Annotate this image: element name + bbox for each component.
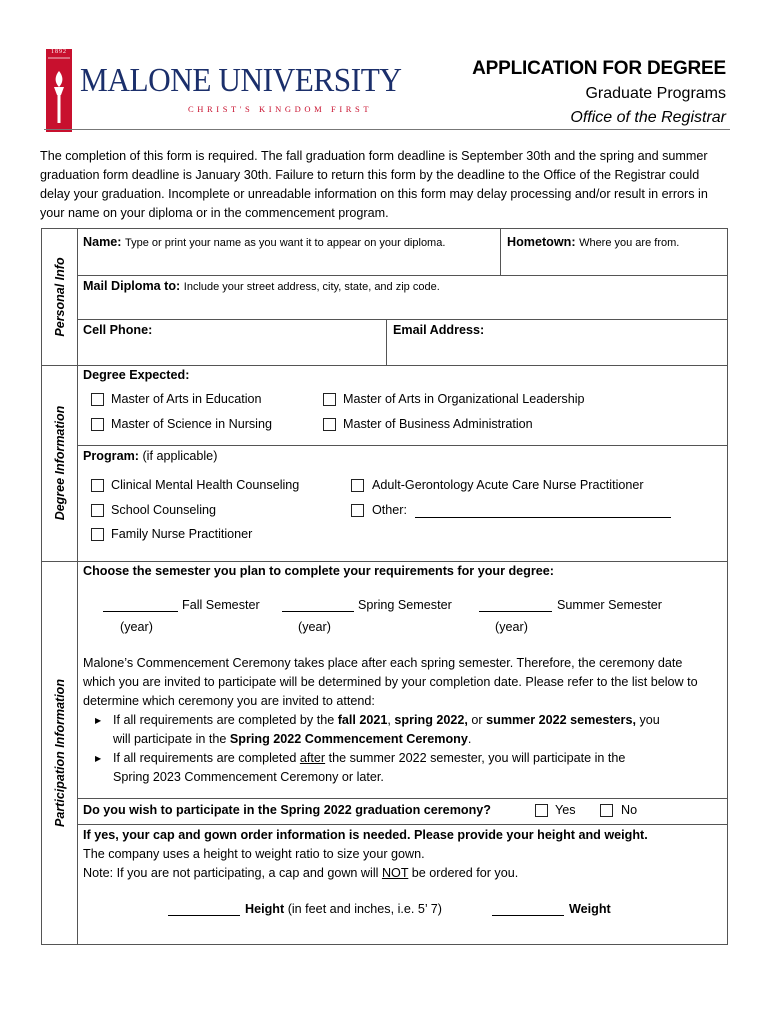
commencement-paragraph: Malone’s Commencement Ceremony takes place after each spring semester. Therefore, the ceremony date which you are invited to participate will be determined by your completion date. Please refer to the list below to determine which ceremony you are invited to attend: [83,656,698,708]
spring-year-label: (year) [298,620,331,634]
degree-checkbox-org-leadership[interactable] [323,393,336,406]
cap-gown-title: If yes, your cap and gown order information is needed. Please provide your height and weight. [83,828,648,842]
program-option-clinical: Clinical Mental Health Counseling [111,478,300,492]
office-name: Office of the Registrar [570,109,726,126]
side-divider [77,229,78,944]
spring-semester-label: Spring Semester [358,598,452,612]
fall-semester-label: Fall Semester [182,598,260,612]
ceremony-yes-label: Yes [555,803,576,817]
hometown-field[interactable]: Hometown: Where you are from. [507,235,680,249]
page-title: APPLICATION FOR DEGREE [472,58,726,79]
bullet-2: If all requirements are completed after the summer 2022 semester, you will participate in the Spring 2023 Commencement Ceremony or later. [113,751,626,784]
page-subtitle: Graduate Programs [585,85,726,102]
section-personal: Personal Info [52,257,67,337]
ceremony-question: Do you wish to participate in the Spring 2022 graduation ceremony? [83,803,491,817]
mail-diploma-field[interactable]: Mail Diploma to: Include your street address, city, state, and zip code. [83,279,440,293]
degree-option-nursing: Master of Science in Nursing [111,417,272,431]
logo-year: 1892 [51,49,67,55]
email-field[interactable]: Email Address: [393,323,485,337]
summer-year-input[interactable] [479,611,552,612]
semester-label: Choose the semester you plan to complete your requirements for your degree: [83,564,554,578]
degree-option-business: Master of Business Administration [343,417,533,431]
program-option-school: School Counseling [111,503,217,517]
program-label: Program: (if applicable) [83,449,218,463]
summer-year-label: (year) [495,620,528,634]
logo-tagline: CHRIST'S KINGDOM FIRST [188,104,373,114]
ceremony-no-checkbox[interactable] [600,804,613,817]
program-checkbox-school[interactable] [91,504,104,517]
ceremony-no-label: No [621,803,638,817]
bullet-arrow-icon: ▶ [95,754,102,763]
bullet-1: If all requirements are completed by the fall 2021, spring 2022, or summer 2022 semesters, you will participate in the Spring 2022 Commencement Ceremony. [113,713,660,746]
degree-checkbox-education[interactable] [91,393,104,406]
degree-expected-label: Degree Expected: [83,368,190,382]
cell-phone-field[interactable]: Cell Phone: [83,323,153,337]
spring-year-input[interactable] [282,611,354,612]
program-other-input[interactable] [415,517,671,518]
summer-semester-label: Summer Semester [557,598,662,612]
program-option-fnp: Family Nurse Practitioner [111,527,253,541]
cap-gown-note: Note: If you are not participating, a cap and gown will NOT be ordered for you. [83,866,519,880]
section-participation: Participation Information [52,678,67,827]
intro-text: The completion of this form is required. The fall graduation form deadline is September 30th and the spring and summer graduation form deadline is January 30th. Failure to return this form by the deadline to the Office of the Registrar could delay your graduation. Incomplete or unreadable information on this form may delay processing and/or result in errors in your name on your diploma or in the commencement program. [40,149,708,220]
header-divider [44,129,730,130]
application-form [41,228,728,945]
height-input[interactable] [168,915,240,916]
name-field[interactable]: Name: Type or print your name as you want it to appear on your diploma. [83,235,446,249]
ceremony-yes-checkbox[interactable] [535,804,548,817]
program-checkbox-agacnp[interactable] [351,479,364,492]
bullet-arrow-icon: ▶ [95,716,102,725]
degree-checkbox-business[interactable] [323,418,336,431]
program-option-other: Other: [372,503,407,517]
logo-name: MALONE UNIVERSITY [80,62,402,99]
program-checkbox-fnp[interactable] [91,528,104,541]
fall-year-label: (year) [120,620,153,634]
degree-option-education: Master of Arts in Education [111,392,262,406]
fall-year-input[interactable] [103,611,178,612]
weight-label: Weight [569,902,611,916]
program-checkbox-other[interactable] [351,504,364,517]
program-option-agacnp: Adult-Gerontology Acute Care Nurse Practitioner [372,478,644,492]
degree-checkbox-nursing[interactable] [91,418,104,431]
weight-input[interactable] [492,915,564,916]
logo-torch-icon [46,49,72,132]
height-label: Height (in feet and inches, i.e. 5’ 7) [245,902,442,916]
cap-gown-info: The company uses a height to weight ratio to size your gown. [83,847,425,861]
degree-option-org-leadership: Master of Arts in Organizational Leadership [343,392,585,406]
program-checkbox-clinical[interactable] [91,479,104,492]
section-degree: Degree Information [52,405,67,521]
